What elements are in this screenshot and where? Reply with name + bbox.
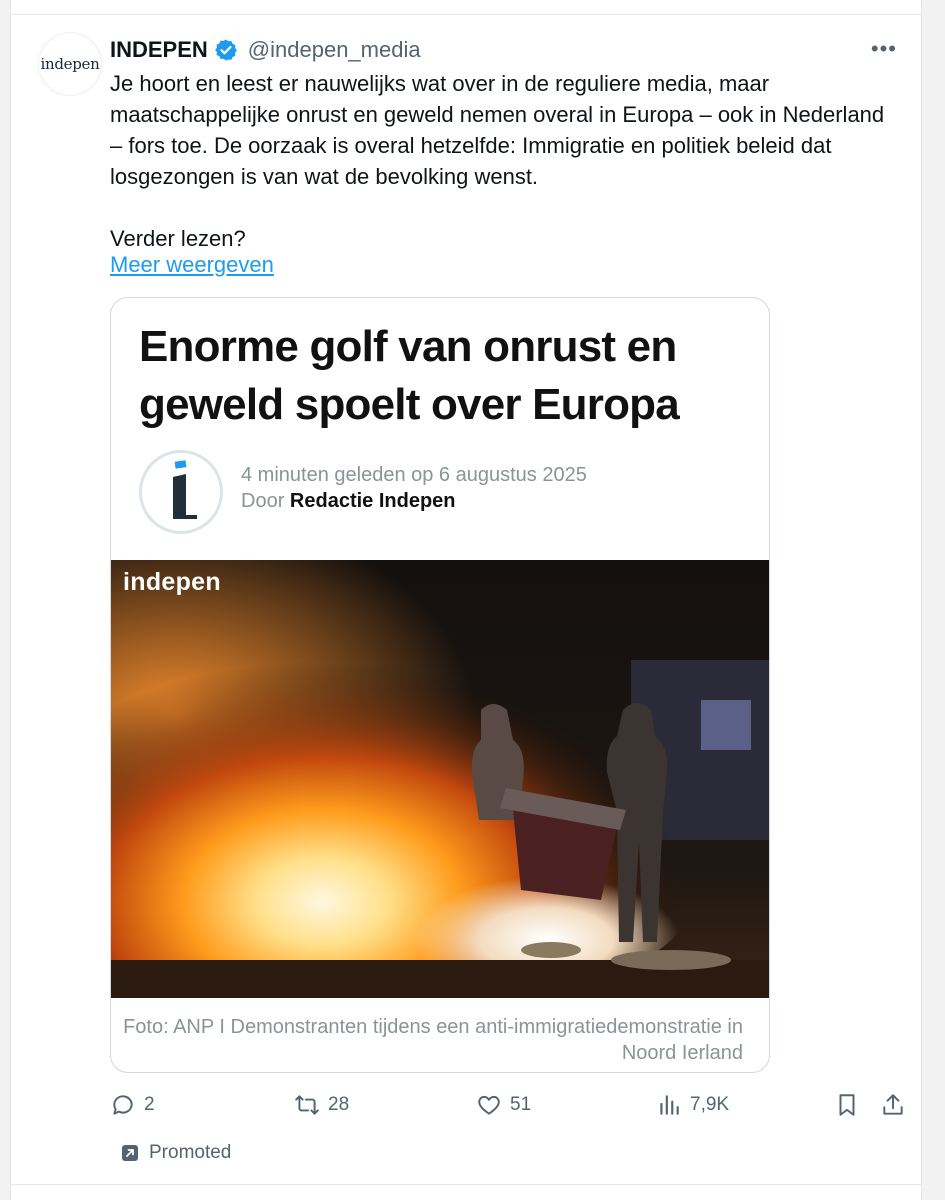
reply-button[interactable] <box>110 1092 155 1118</box>
link-card[interactable] <box>110 297 770 1073</box>
photo-watermark: indepen <box>123 568 221 596</box>
analytics-icon <box>656 1092 682 1118</box>
card-timestamp: 4 minuten geleden op 6 augustus 2025 <box>241 464 587 486</box>
like-button[interactable] <box>476 1092 531 1118</box>
byline-prefix: Door <box>241 490 285 512</box>
card-byline <box>241 490 456 513</box>
divider <box>11 14 921 15</box>
like-count: 51 <box>510 1094 532 1115</box>
retweet-icon <box>294 1092 320 1118</box>
promoted-label <box>121 1142 231 1164</box>
views-button[interactable] <box>656 1092 729 1118</box>
tweet-actions <box>110 1092 910 1126</box>
verified-badge-icon <box>214 38 238 62</box>
photo-caption: Foto: ANP I Demonstranten tijdens een anti-immigratiedemonstratie in Noord Ierland <box>123 1016 743 1064</box>
heart-icon <box>476 1092 502 1118</box>
share-button[interactable] <box>880 1092 906 1118</box>
author-name[interactable]: INDEPEN <box>110 37 208 62</box>
retweet-count: 28 <box>328 1094 350 1115</box>
byline-author: Redactie Indepen <box>289 490 456 512</box>
reply-count: 2 <box>144 1094 155 1115</box>
avatar[interactable] <box>38 32 102 96</box>
card-photo <box>111 560 770 998</box>
bookmark-button[interactable] <box>834 1092 860 1118</box>
share-icon <box>880 1092 906 1118</box>
bookmark-icon <box>834 1092 860 1118</box>
author-handle[interactable]: @indepen_media <box>247 37 421 62</box>
tweet-container <box>10 0 922 1200</box>
show-more-link[interactable]: Meer weergeven <box>110 252 274 277</box>
riot-fire-image <box>111 560 770 998</box>
reply-icon <box>110 1092 136 1118</box>
retweet-button[interactable] <box>294 1092 349 1118</box>
views-count: 7,9K <box>690 1094 730 1115</box>
avatar-logo-text: indepen <box>40 55 100 73</box>
tweet-text: Je hoort en leest er nauwelijks wat over in de reguliere media, maar maatschappelijke onrust en geweld nemen overal in Europa – ook in Nederland – fors toe. De oorzaak is overal hetzelfde: Immigratie en politiek beleid dat losgezongen is van wat de bevolking wenst. Verder lezen? <box>110 71 885 251</box>
promoted-icon <box>121 1144 139 1162</box>
divider <box>11 1184 921 1185</box>
tweet-header <box>110 36 421 64</box>
more-options-button[interactable]: ••• <box>870 36 897 61</box>
card-title: Enorme golf van onrust en geweld spoelt over Europa <box>139 322 679 429</box>
indepen-i-logo-icon <box>142 453 220 531</box>
promoted-text: Promoted <box>149 1142 232 1163</box>
publisher-logo <box>139 450 223 534</box>
